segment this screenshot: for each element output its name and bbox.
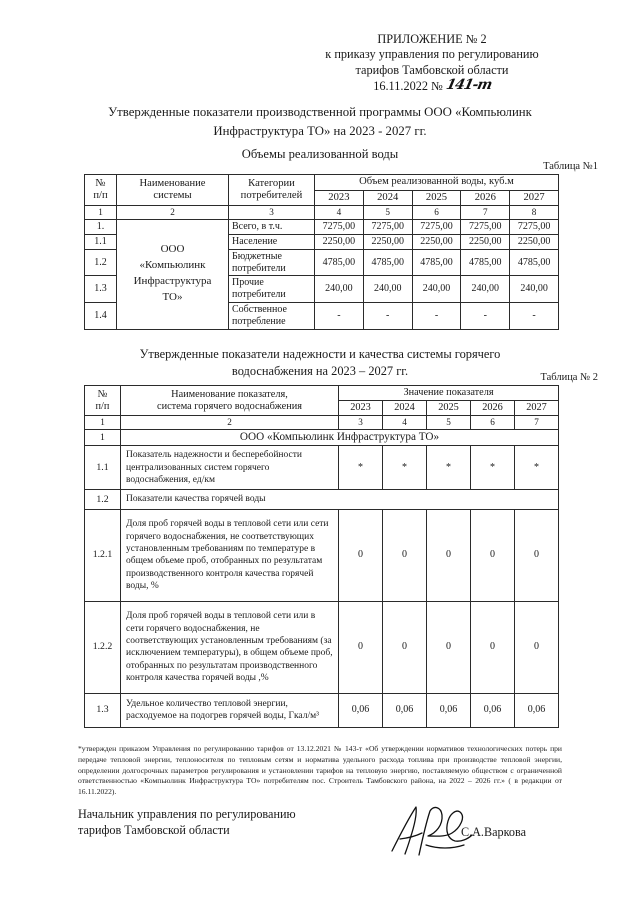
table1-row4-val-2026: -: [461, 303, 510, 330]
table2-row2-index: 1.2.1: [85, 509, 121, 601]
table1-column-numbers-row: [85, 206, 559, 220]
table1-colnum-5: 5: [363, 206, 412, 220]
table1-row1-val-2026: 2250,00: [461, 234, 510, 249]
table1-row3-val-2026: 240,00: [461, 276, 510, 303]
table-row: [85, 601, 559, 693]
table2-org-row-index: 1: [85, 430, 121, 446]
table1-caption: Таблица №1: [543, 161, 598, 172]
table2-colnum-1: 1: [85, 416, 121, 430]
table2-row4-val-2024: 0,06: [383, 693, 427, 727]
table1-col-system-name-line2: системы: [153, 190, 192, 201]
order-reference-line2: тарифов Тамбовской области: [355, 62, 509, 77]
table2-colnum-4: 4: [383, 416, 427, 430]
table2-header-row-1: [85, 386, 559, 401]
table1-colnum-2: 2: [117, 206, 229, 220]
table2-row0-val-2023: *: [339, 446, 383, 490]
table2-colnum-7: 7: [515, 416, 559, 430]
table1-colnum-8: 8: [510, 206, 559, 220]
table1-row0-index: 1.: [85, 219, 117, 234]
table1-org-line3: Инфраструктура: [133, 275, 212, 288]
table1-row4-val-2024: -: [363, 303, 412, 330]
table-row: [85, 219, 559, 234]
table-reliability-and-quality-indicators: [84, 385, 559, 728]
table1-row2-val-2023: 4785,00: [315, 249, 364, 276]
table2-row3-val-2024: 0: [383, 601, 427, 693]
table1-row4-val-2027: -: [510, 303, 559, 330]
table2-colnum-5: 5: [427, 416, 471, 430]
table2-row0-index: 1.1: [85, 446, 121, 490]
table1-year-2025: 2025: [412, 190, 461, 206]
table1-colnum-7: 7: [461, 206, 510, 220]
signatory-role-line1: Начальник управления по регулированию: [78, 807, 296, 821]
signatory-role: [78, 807, 358, 838]
table2-year-2025: 2025: [427, 401, 471, 416]
table2-row2-val-2023: 0: [339, 509, 383, 601]
table1-subtitle: Объемы реализованной воды: [241, 147, 399, 161]
table2-row4-val-2025: 0,06: [427, 693, 471, 727]
table1-colnum-4: 4: [315, 206, 364, 220]
table2-col-indicator-name-line1: Наименование показателя,: [171, 388, 288, 400]
table1-row1-category: Население: [229, 234, 315, 249]
table1-col-system-name: [117, 175, 229, 206]
table1-row0-val-2025: 7275,00: [412, 219, 461, 234]
table1-row2-val-2025: 4785,00: [412, 249, 461, 276]
table1-row4-category: Собственное потребление: [229, 303, 315, 330]
section2-title-line1: Утвержденные показатели надежности и качества системы горячего: [139, 347, 501, 361]
order-reference-line1: к приказу управления по регулированию: [325, 47, 539, 62]
table1-org-line1: ООО: [160, 243, 185, 256]
table2-row3-val-2023: 0: [339, 601, 383, 693]
table1-year-2026: 2026: [461, 190, 510, 206]
table1-row2-val-2027: 4785,00: [510, 249, 559, 276]
table2-row4-val-2027: 0,06: [515, 693, 559, 727]
table2-row3-val-2025: 0: [427, 601, 471, 693]
signatory-name: С.А.Варкова: [460, 825, 526, 839]
table2-col-indicator-name: [121, 386, 339, 416]
table1-row2-category: Бюджетные потребители: [229, 249, 315, 276]
table1-row2-index: 1.2: [85, 249, 117, 276]
table2-year-2024: 2024: [383, 401, 427, 416]
page-title-line1: Утвержденные показатели производственной программы ООО «Компьюлинк: [108, 105, 532, 119]
table1-col-no: [85, 175, 117, 206]
table-row: [85, 430, 559, 446]
table2-colnum-2: 2: [121, 416, 339, 430]
table1-col-consumer-category: [229, 175, 315, 206]
table1-colnum-3: 3: [229, 206, 315, 220]
document-header-block: [282, 32, 582, 96]
table1-row1-val-2027: 2250,00: [510, 234, 559, 249]
table2-col-indicator-name-line2: система горячего водоснабжения: [157, 400, 302, 412]
signature-block: [78, 807, 578, 867]
table1-row4-index: 1.4: [85, 303, 117, 330]
table1-row0-val-2026: 7275,00: [461, 219, 510, 234]
table1-org-line4: ТО»: [162, 291, 183, 304]
table1-row1-index: 1.1: [85, 234, 117, 249]
table1-year-2023: 2023: [315, 190, 364, 206]
table2-org-row-label: ООО «Компьюлинк Инфраструктура ТО»: [121, 430, 559, 446]
table1-colnum-6: 6: [412, 206, 461, 220]
table2-year-2023: 2023: [339, 401, 383, 416]
table2-row4-val-2023: 0,06: [339, 693, 383, 727]
table1-row3-val-2025: 240,00: [412, 276, 461, 303]
table2-col-no: [85, 386, 121, 416]
table2-row3-index: 1.2.2: [85, 601, 121, 693]
table1-col-consumer-category-line2: потребителей: [240, 190, 303, 201]
table1-row1-val-2023: 2250,00: [315, 234, 364, 249]
table2-column-numbers-row: [85, 416, 559, 430]
table2-row3-val-2026: 0: [471, 601, 515, 693]
table2-col-group-value: Значение показателя: [339, 386, 559, 401]
table-row: [85, 693, 559, 727]
table1-org-line2: «Компьюлинк: [139, 259, 206, 272]
table-volumes-of-sold-water: [84, 174, 559, 330]
table2-colnum-3: 3: [339, 416, 383, 430]
table1-row0-category: Всего, в т.ч.: [229, 219, 315, 234]
page-title: [70, 103, 570, 140]
table2-row2-val-2026: 0: [471, 509, 515, 601]
table1-organization-name: [117, 219, 229, 329]
table1-colnum-1: 1: [85, 206, 117, 220]
table1-row3-val-2024: 240,00: [363, 276, 412, 303]
table1-col-system-name-line1: Наименование: [139, 177, 206, 189]
table2-row2-val-2025: 0: [427, 509, 471, 601]
table2-row0-val-2024: *: [383, 446, 427, 490]
table1-col-consumer-category-line1: Категории: [248, 177, 295, 189]
table2-row4-index: 1.3: [85, 693, 121, 727]
table1-row1-val-2025: 2250,00: [412, 234, 461, 249]
table1-row2-val-2026: 4785,00: [461, 249, 510, 276]
table2-row2-val-2024: 0: [383, 509, 427, 601]
appendix-number: ПРИЛОЖЕНИЕ № 2: [377, 32, 487, 46]
page-title-line2: Инфраструктура ТО» на 2023 - 2027 гг.: [213, 123, 427, 138]
table2-col-no-line2: п/п: [95, 400, 110, 412]
table2-row0-val-2025: *: [427, 446, 471, 490]
table-row: [85, 446, 559, 490]
footnote-text: *утвержден приказом Управления по регулированию тарифов от 13.12.2021 № 143-т «Об утверждении нормативов технологических потерь при передаче тепловой энергии, теплоносителя по тепловым сетям и норматива удельного расхода топлива при производстве тепловой энергии, определении долгосрочных параметров регулирования и установлении тарифов на тепловую энергию, поставляемую обществом с ограниченной ответственностью «Компьюлинк Инфраструктура ТО» потребителям пос. Строитель Тамбовского района, на 2022 – 2026 гг.» ( в редакции от 16.11.2022).: [78, 744, 562, 797]
order-date-label: 16.11.2022 №: [373, 79, 443, 94]
table-row: [85, 509, 559, 601]
table1-header-row-1: [85, 175, 559, 191]
table1-row3-val-2023: 240,00: [315, 276, 364, 303]
handwritten-order-number: 141-т: [444, 77, 493, 94]
table1-col-no-line2: п/п: [93, 190, 108, 201]
table1-row0-val-2027: 7275,00: [510, 219, 559, 234]
table1-row0-val-2023: 7275,00: [315, 219, 364, 234]
table2-row0-val-2027: *: [515, 446, 559, 490]
order-date-number: [282, 78, 582, 96]
table2-col-no-line1: №: [97, 388, 108, 400]
table2-row4-name: Удельное количество тепловой энергии, расходуемое на подогрев горячей воды, Гкал/м³: [121, 693, 339, 727]
table1-year-2024: 2024: [363, 190, 412, 206]
table2-colnum-6: 6: [471, 416, 515, 430]
table2-row3-name: Доля проб горячей воды в тепловой сети или в сети горячего водоснабжения, не соответствующих установленным требованиям (за исключением температуры), в общем объеме проб, отобранных по результатам производственного контроля качества горячей воды ,%: [121, 601, 339, 693]
table1-col-group-volume: Объем реализованной воды, куб.м: [315, 175, 559, 191]
section2-title-line2: водоснабжения на 2023 – 2027 гг.: [231, 364, 409, 379]
table2-caption: Таблица № 2: [540, 372, 598, 383]
table1-row4-val-2023: -: [315, 303, 364, 330]
table1-row3-category: Прочие потребители: [229, 276, 315, 303]
table1-col-no-line1: №: [95, 177, 106, 189]
table1-row4-val-2025: -: [412, 303, 461, 330]
table2-row2-val-2027: 0: [515, 509, 559, 601]
table2-row0-val-2026: *: [471, 446, 515, 490]
table2-year-2026: 2026: [471, 401, 515, 416]
table1-row3-val-2027: 240,00: [510, 276, 559, 303]
table1-row3-index: 1.3: [85, 276, 117, 303]
table-row: [85, 490, 559, 509]
table1-row1-val-2024: 2250,00: [363, 234, 412, 249]
table2-row2-name: Доля проб горячей воды в тепловой сети или сети горячего водоснабжения, не соответствующих установленным требованиям по температуре в общем объеме проб, отобранных по результатам производственного контроля качества горячей воды, %: [121, 509, 339, 601]
table2-row4-val-2026: 0,06: [471, 693, 515, 727]
table2-row1-index: 1.2: [85, 490, 121, 509]
table1-row0-val-2024: 7275,00: [363, 219, 412, 234]
table1-row2-val-2024: 4785,00: [363, 249, 412, 276]
table1-year-2027: 2027: [510, 190, 559, 206]
section2-title: [70, 346, 570, 381]
table2-row3-val-2027: 0: [515, 601, 559, 693]
table2-year-2027: 2027: [515, 401, 559, 416]
table2-row1-name: Показатели качества горячей воды: [121, 490, 559, 509]
table2-row0-name: Показатель надежности и бесперебойности централизованных систем горячего водоснабжения, ед/км: [121, 446, 339, 490]
signatory-role-line2: тарифов Тамбовской области: [78, 822, 230, 837]
